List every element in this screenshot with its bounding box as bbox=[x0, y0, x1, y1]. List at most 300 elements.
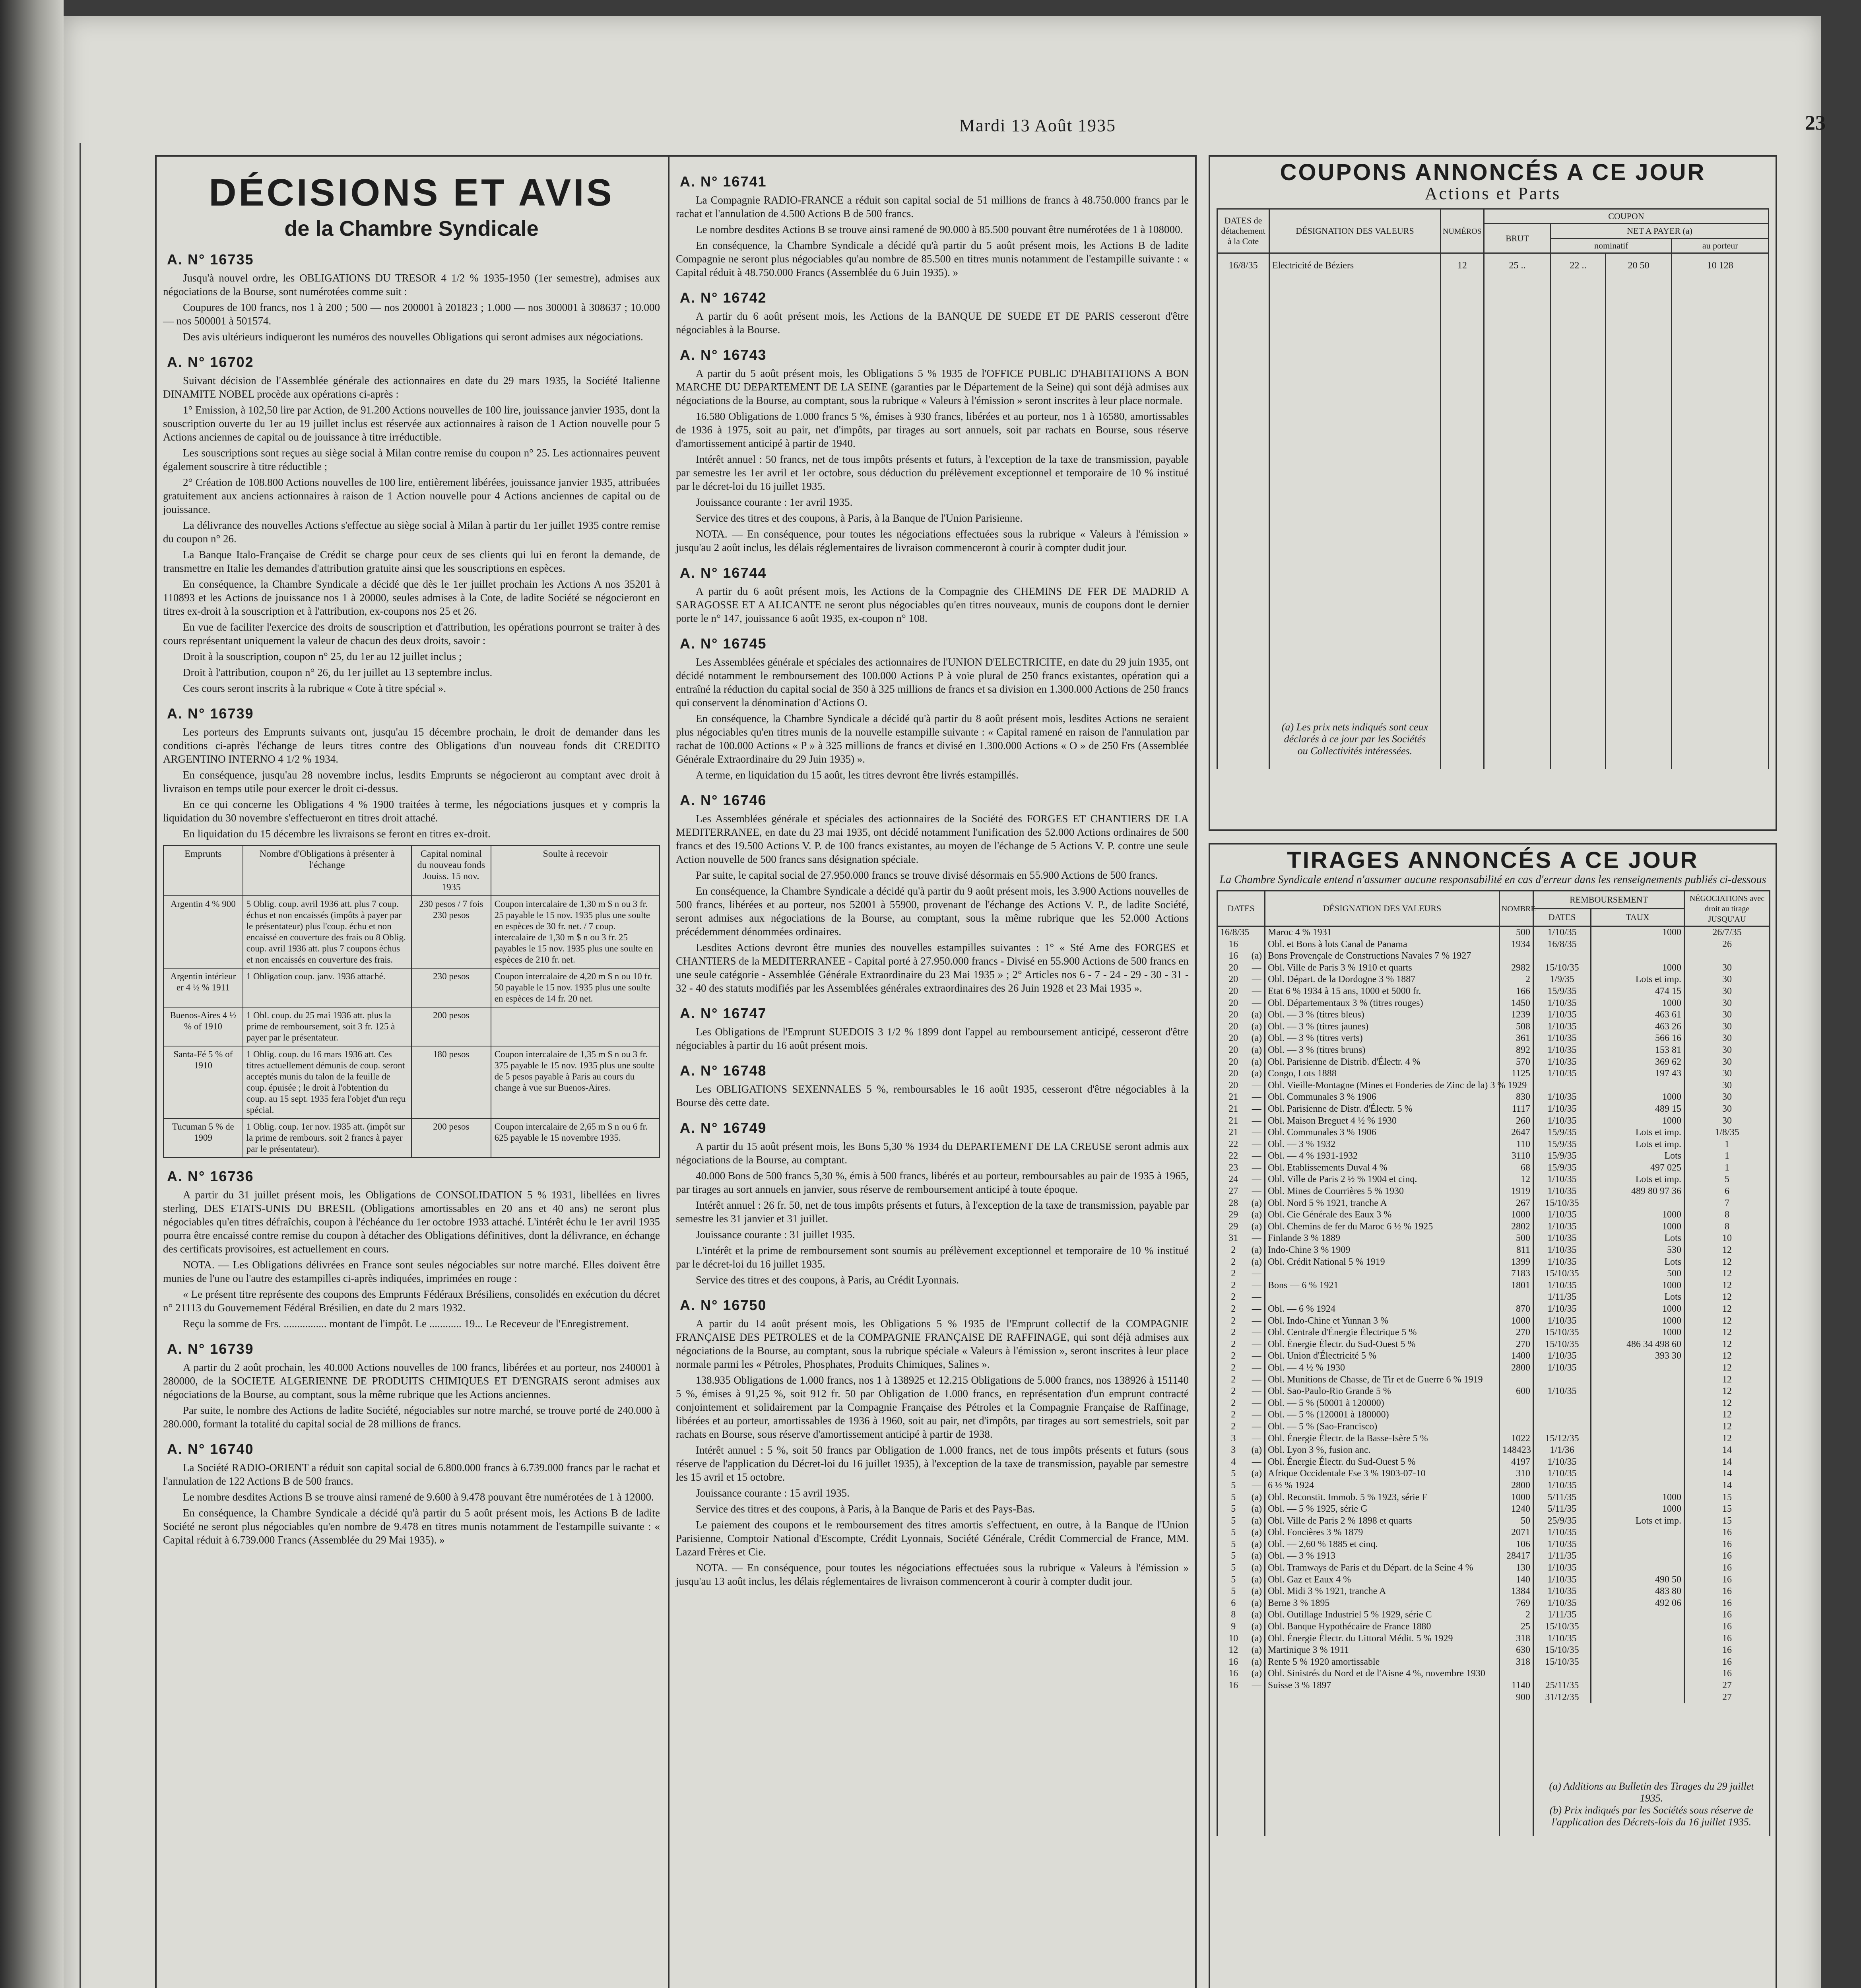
tirage-row bbox=[1217, 1527, 1770, 1539]
notice-paragraph: La Compagnie RADIO-FRANCE a réduit son capital social de 51 millions de francs à 48.750.000 francs par le rachat et l'annulation de 4.500 Actions B de 500 francs. bbox=[676, 194, 1189, 219]
tirage-cell: 8 bbox=[1684, 1221, 1770, 1233]
tirage-cell: 2 bbox=[1217, 1268, 1249, 1280]
tirage-cell: 6 ½ % 1924 bbox=[1265, 1480, 1500, 1492]
tirage-cell: 1000 bbox=[1591, 1303, 1684, 1315]
tirage-cell: 1/10/35 bbox=[1533, 1044, 1591, 1056]
notice-paragraph: Droit à la souscription, coupon n° 25, du 1er au 12 juillet inclus ; bbox=[183, 650, 462, 662]
tirage-cell: 5 bbox=[1217, 1480, 1249, 1492]
notice-paragraph: Reçu la somme de Frs. ................ montant de l'impôt. Le ............ 19... Le Receveur de l'Enregistrement. bbox=[183, 1318, 629, 1330]
tirages-table bbox=[1217, 890, 1770, 1836]
tirage-row bbox=[1217, 939, 1770, 951]
tirage-cell: 16 bbox=[1217, 1680, 1249, 1692]
tirage-cell: 30 bbox=[1684, 1009, 1770, 1021]
notice-paragraph: A partir du 6 août présent mois, les Actions de la Compagnie des CHEMINS DE FER DE MADRID A SARAGOSSE ET A ALICANTE ne seront plus négociables qu'en titres nouveaux, munis de coupons dont le dernier porte le n° 147, jouissance 6 août 1935, ex-coupon n° 108. bbox=[676, 585, 1189, 624]
tirage-cell: 15/9/35 bbox=[1533, 1139, 1591, 1151]
tirage-cell bbox=[1591, 1621, 1684, 1633]
tirage-cell: 1/10/35 bbox=[1533, 1362, 1591, 1374]
tirage-cell: 1/10/35 bbox=[1533, 1586, 1591, 1598]
tirage-cell: Obl. Départ. de la Dordogne 3 % 1887 bbox=[1265, 974, 1500, 986]
tirage-cell: — bbox=[1249, 1480, 1265, 1492]
notice-body bbox=[676, 193, 1189, 279]
tirage-cell: 20 bbox=[1217, 998, 1249, 1010]
coupon-cell-nominatif: 22 .. bbox=[1551, 253, 1606, 311]
tirage-cell: 2071 bbox=[1500, 1527, 1533, 1539]
tirage-cell: Obl. Union d'Électricité 5 % bbox=[1265, 1350, 1500, 1362]
notice-body bbox=[163, 1461, 660, 1547]
tirage-row bbox=[1217, 1633, 1770, 1645]
tirage-row bbox=[1217, 1080, 1770, 1092]
tirage-cell: 140 bbox=[1500, 1574, 1533, 1586]
tirage-cell: 1/10/35 bbox=[1533, 1256, 1591, 1268]
tirage-cell: 1/10/35 bbox=[1533, 1033, 1591, 1044]
tirage-cell: (a) bbox=[1249, 1056, 1265, 1068]
tirage-cell: 1000 bbox=[1591, 1315, 1684, 1327]
tirage-cell: 20 bbox=[1217, 962, 1249, 974]
tirage-cell: 16 bbox=[1217, 1668, 1249, 1680]
tirage-cell: 1000 bbox=[1591, 1209, 1684, 1221]
tirage-cell: (a) bbox=[1249, 1209, 1265, 1221]
middle-notices bbox=[672, 173, 1193, 1588]
tirage-cell: — bbox=[1249, 1374, 1265, 1386]
tirage-cell: 1/10/35 bbox=[1533, 1221, 1591, 1233]
tirage-cell: 900 bbox=[1500, 1692, 1533, 1704]
tirages-col-r-dates: DATES bbox=[1533, 909, 1591, 926]
tirage-row bbox=[1217, 1209, 1770, 1221]
exchange-cell: Argentin intérieur er 4 ½ % 1911 bbox=[163, 968, 243, 1007]
tirage-cell: 5/11/35 bbox=[1533, 1492, 1591, 1504]
notice-number: A. N° 16743 bbox=[680, 347, 767, 363]
notice-number: A. N° 16748 bbox=[680, 1062, 767, 1079]
tirage-cell: 148423 bbox=[1500, 1444, 1533, 1456]
tirage-cell: Obl. Etablissements Duval 4 % bbox=[1265, 1162, 1500, 1174]
tirage-cell: 1/10/35 bbox=[1533, 1009, 1591, 1021]
tirage-cell: 15/10/35 bbox=[1533, 1656, 1591, 1668]
tirage-cell: 21 bbox=[1217, 1115, 1249, 1127]
tirage-cell: 15/9/35 bbox=[1533, 1127, 1591, 1139]
tirage-cell: — bbox=[1249, 1103, 1265, 1115]
tirage-cell: 1 bbox=[1684, 1139, 1770, 1151]
tirage-cell: Obl. Midi 3 % 1921, tranche A bbox=[1265, 1586, 1500, 1598]
notice-number: A. N° 16744 bbox=[680, 565, 767, 581]
tirage-cell: — bbox=[1249, 1080, 1265, 1092]
tirage-row bbox=[1217, 1409, 1770, 1421]
tirage-cell bbox=[1265, 1692, 1500, 1704]
tirage-cell: 20 bbox=[1217, 1068, 1249, 1080]
tirage-cell: — bbox=[1249, 1327, 1265, 1339]
exchange-cell: Santa-Fé 5 % of 1910 bbox=[163, 1046, 243, 1118]
tirage-cell: 25/9/35 bbox=[1533, 1515, 1591, 1527]
tirage-row bbox=[1217, 1021, 1770, 1033]
tirage-cell: 1000 bbox=[1591, 1115, 1684, 1127]
tirage-cell: 14 bbox=[1684, 1444, 1770, 1456]
tirage-cell: 26/7/35 bbox=[1684, 926, 1770, 939]
notice-body bbox=[676, 655, 1189, 782]
notice-body bbox=[676, 812, 1189, 995]
tirage-row bbox=[1217, 1433, 1770, 1445]
tirage-cell: 5 bbox=[1217, 1562, 1249, 1574]
notice-paragraph: Les Obligations de l'Emprunt SUEDOIS 3 1/2 % 1899 dont l'appel au remboursement anticipé, cesseront d'être négociables à partir du 16 août présent mois. bbox=[676, 1026, 1189, 1051]
tirage-cell: 2802 bbox=[1500, 1221, 1533, 1233]
exchange-cell: 5 Oblig. coup. avril 1936 att. plus 7 coup. échus et non encaissés (impôts à payer par le présentateur) plus l'coup. échu et non encaissé en couverture des frais ou 8 Oblig. coup. avril 1936 att. plus 7 coupons échus et non encaissés en couverture des frais. bbox=[243, 896, 411, 968]
tirage-cell: 500 bbox=[1500, 1233, 1533, 1244]
tirage-cell: 2 bbox=[1217, 1409, 1249, 1421]
tirage-cell: Obl. — 5 % (Sao-Francisco) bbox=[1265, 1421, 1500, 1433]
tirage-cell bbox=[1500, 1409, 1533, 1421]
tirage-cell: 1125 bbox=[1500, 1068, 1533, 1080]
tirage-cell: (a) bbox=[1249, 1562, 1265, 1574]
tirage-cell: 1400 bbox=[1500, 1350, 1533, 1362]
notice-paragraph: « Le présent titre représente des coupons des Emprunts Fédéraux Brésiliens, consolidés en exécution du décret n° 21113 du Gouvernement Fédéral Brésilien, en date du 2 mars 1932. bbox=[163, 1288, 660, 1314]
tirage-cell: Obl. Parisienne de Distr. d'Électr. 5 % bbox=[1265, 1103, 1500, 1115]
tirage-cell: — bbox=[1249, 1150, 1265, 1162]
tirage-cell: 12 bbox=[1684, 1362, 1770, 1374]
tirage-cell: — bbox=[1249, 1421, 1265, 1433]
tirage-cell: — bbox=[1249, 1303, 1265, 1315]
tirage-cell: — bbox=[1249, 1291, 1265, 1303]
tirage-cell: Suisse 3 % 1897 bbox=[1265, 1680, 1500, 1692]
notice-paragraph: NOTA. — En conséquence, pour toutes les négociations effectuées sous la rubrique « Valeurs à l'émission » jusqu'au 2 août inclus, les délais réglementaires de livraison commenceront à courir à compter dudit jour. bbox=[676, 528, 1189, 553]
tirages-col-negociations: NÉGOCIATIONS avec droit au tirage JUSQU'AU bbox=[1684, 891, 1770, 926]
tirage-cell: 1/8/35 bbox=[1684, 1127, 1770, 1139]
tirage-cell: Obl. Crédit National 5 % 1919 bbox=[1265, 1256, 1500, 1268]
tirage-cell: 483 80 bbox=[1591, 1586, 1684, 1598]
tirage-cell: Obl. Nord 5 % 1921, tranche A bbox=[1265, 1198, 1500, 1209]
notice-paragraph: A partir du 31 juillet présent mois, les Obligations de CONSOLIDATION 5 % 1931, libellées en livres sterling, DES ETATS-UNIS DU BRESIL (Obligations amortissables en 20 ans et 40 ans) ne seront plus négociables qu'en titres défraîchis, coupon à l'échéance du 1er octobre 1933 attaché. L'intérêt échu le 1er avril 1935 pourra être encaissé contre remise du coupon à détacher des Obligations définitives, dont la délivrance, en échange des certificats provisoires, est actuellement en cours. bbox=[163, 1189, 660, 1255]
notice-body bbox=[163, 374, 660, 695]
tirage-cell: 489 15 bbox=[1591, 1103, 1684, 1115]
notice-paragraph: Par suite, le nombre des Actions de ladite Société, négociables sur notre marché, se trouve porté de 240.000 à 280.000, formant la totalité du capital social de 28 millions de francs. bbox=[163, 1404, 660, 1430]
tirage-cell: 830 bbox=[1500, 1091, 1533, 1103]
tirage-row bbox=[1217, 1327, 1770, 1339]
tirage-cell: — bbox=[1249, 1127, 1265, 1139]
tirage-row bbox=[1217, 998, 1770, 1010]
tirage-cell: 5/11/35 bbox=[1533, 1503, 1591, 1515]
tirage-cell: 5 bbox=[1217, 1503, 1249, 1515]
tirage-cell: 15/10/35 bbox=[1533, 962, 1591, 974]
tirage-cell: 22 bbox=[1217, 1150, 1249, 1162]
tirage-cell: 497 025 bbox=[1591, 1162, 1684, 1174]
tirage-cell bbox=[1591, 1668, 1684, 1680]
tirage-cell bbox=[1591, 1374, 1684, 1386]
tirage-cell: (a) bbox=[1249, 1656, 1265, 1668]
exchange-cell: 1 Oblig. coup. du 16 mars 1936 att. Ces titres actuellement démunis de coup. seront acceptés munis du talon de la feuille de coup. épuisée ; le droit à l'obtention du coup. au 15 sept. 1935 fera l'objet d'un reçu spécial. bbox=[243, 1046, 411, 1118]
tirages-subtitle: La Chambre Syndicale entend n'assumer aucune responsabilité en cas d'erreur dans les renseignements publiés ci-dessous bbox=[1219, 874, 1766, 886]
notice-paragraph: Jusqu'à nouvel ordre, les OBLIGATIONS DU TRESOR 4 1/2 % 1935-1950 (1er semestre), admises aux négociations de la Bourse, sont numérotées comme suit : bbox=[163, 272, 660, 297]
tirage-cell bbox=[1591, 1680, 1684, 1692]
tirage-cell: 30 bbox=[1684, 962, 1770, 974]
tirage-cell: Rente 5 % 1920 amortissable bbox=[1265, 1656, 1500, 1668]
left-notices bbox=[159, 251, 664, 841]
tirage-cell: 463 61 bbox=[1591, 1009, 1684, 1021]
tirage-cell: Obl. Énergie Électr. du Sud-Ouest 5 % bbox=[1265, 1339, 1500, 1351]
notice-paragraph: En conséquence, la Chambre Syndicale a décidé qu'à partir du 8 août présent mois, lesdites Actions ne seraient plus négociables qu'en titres munis de la nouvelle estampille suivante : « Capital ramené en raison de l'annulation par rachat de 100.000 Actions « P » à 325 millions de francs et divisé en 1.300.000 Actions « O » de 250 Frs (Assemblée Générale Extraordinaire du 29 Juin 1935) ». bbox=[676, 712, 1189, 765]
tirage-cell: — bbox=[1249, 1433, 1265, 1445]
tirage-cell: 4197 bbox=[1500, 1456, 1533, 1468]
tirage-cell: 110 bbox=[1500, 1139, 1533, 1151]
notice-paragraph: En conséquence, la Chambre Syndicale a décidé qu'à partir du 5 août présent mois, les Actions B de ladite Société ne seront plus négociables qu'en nombre de 9.478 en titres munis notamment de l'estampille suivante : « Capital réduit à 6.739.000 Francs (Assemblée du 29 Mai 1935). » bbox=[163, 1507, 660, 1546]
tirage-cell: (a) bbox=[1249, 950, 1265, 962]
tirage-cell: (a) bbox=[1249, 1503, 1265, 1515]
notice-number: A. N° 16702 bbox=[167, 354, 254, 370]
tirage-cell: 393 30 bbox=[1591, 1350, 1684, 1362]
tirage-cell: 16/8/35 bbox=[1217, 926, 1249, 939]
tirage-row bbox=[1217, 1150, 1770, 1162]
tirage-cell: 1 bbox=[1684, 1162, 1770, 1174]
notice-paragraph: Les Assemblées générale et spéciales des actionnaires de l'UNION D'ELECTRICITE, en date du 29 juin 1935, ont décidé notamment le remboursement des 100.000 Actions P à voie plural de 250 francs existantes, opération qui a entraîné la réduction du capital social de 350 à 325 millions de francs et sa division en 1.300.000 Actions de 250 francs qui conservent la dénomination d'Actions O. bbox=[676, 656, 1189, 709]
tirage-cell: (a) bbox=[1249, 1574, 1265, 1586]
tirage-cell: 16 bbox=[1684, 1586, 1770, 1598]
tirage-row bbox=[1217, 1421, 1770, 1433]
tirage-cell: Obl. — 5 % 1925, série G bbox=[1265, 1503, 1500, 1515]
tirage-cell: 1/10/35 bbox=[1533, 1574, 1591, 1586]
exchange-row bbox=[163, 1046, 660, 1118]
tirage-cell: 16 bbox=[1684, 1668, 1770, 1680]
tirage-cell: 1/10/35 bbox=[1533, 1280, 1591, 1292]
tirage-cell: — bbox=[1249, 1139, 1265, 1151]
tirage-cell: 490 50 bbox=[1591, 1574, 1684, 1586]
tirage-cell bbox=[1500, 950, 1533, 962]
tirage-cell: 50 bbox=[1500, 1515, 1533, 1527]
tirage-cell: 4 bbox=[1217, 1456, 1249, 1468]
tirage-cell: — bbox=[1249, 1398, 1265, 1409]
tirage-cell bbox=[1591, 1562, 1684, 1574]
tirage-cell bbox=[1591, 1633, 1684, 1645]
notice-number: A. N° 16739 bbox=[167, 705, 254, 722]
tirage-cell: 12 bbox=[1684, 1268, 1770, 1280]
notice-paragraph: Le nombre desdites Actions B se trouve ainsi ramené de 9.600 à 9.478 pouvant être numérotées de 1 à 12000. bbox=[183, 1491, 654, 1503]
notice-number: A. N° 16740 bbox=[167, 1441, 254, 1457]
tirage-cell: 1000 bbox=[1500, 1492, 1533, 1504]
coupons-col-nominatif: nominatif bbox=[1551, 239, 1672, 253]
tirage-cell: 9 bbox=[1217, 1621, 1249, 1633]
tirages-col-nombre: NOMBRE bbox=[1500, 891, 1533, 926]
tirage-cell: Obl. Vieille-Montagne (Mines et Fonderies de Zinc de la) 3 % 1929 bbox=[1265, 1080, 1500, 1092]
tirage-cell: 530 bbox=[1591, 1244, 1684, 1256]
tirage-cell: 1450 bbox=[1500, 998, 1533, 1010]
decisions-subtitle: de la Chambre Syndicale bbox=[284, 217, 539, 241]
tirage-cell: 2 bbox=[1217, 1362, 1249, 1374]
tirage-cell: Obl. — 6 % 1924 bbox=[1265, 1303, 1500, 1315]
tirages-note-a: (a) Additions au Bulletin des Tirages du 29 juillet 1935. bbox=[1549, 1780, 1754, 1804]
tirage-cell: Obl. Ville de Paris 2 ½ % 1904 et cinq. bbox=[1265, 1174, 1500, 1186]
tirage-cell bbox=[1500, 1398, 1533, 1409]
notice-body bbox=[676, 584, 1189, 625]
tirage-row bbox=[1217, 1539, 1770, 1551]
tirage-cell: 5 bbox=[1217, 1550, 1249, 1562]
exchange-cell: Argentin 4 % 900 bbox=[163, 896, 243, 968]
tirage-cell: 1239 bbox=[1500, 1009, 1533, 1021]
tirage-cell: (a) bbox=[1249, 1550, 1265, 1562]
tirage-cell: 1/10/35 bbox=[1533, 1315, 1591, 1327]
tirage-cell: 2800 bbox=[1500, 1362, 1533, 1374]
tirage-cell: 5 bbox=[1217, 1586, 1249, 1598]
tirage-cell bbox=[1591, 1421, 1684, 1433]
tirage-cell: 20 bbox=[1217, 1056, 1249, 1068]
exchange-row bbox=[163, 1007, 660, 1046]
tirage-cell: 106 bbox=[1500, 1539, 1533, 1551]
notice-paragraph: A partir du 15 août présent mois, les Bons 5,30 % 1934 du DEPARTEMENT DE LA CREUSE seront admis aux négociations de la Bourse, au comptant. bbox=[676, 1140, 1189, 1166]
tirage-cell: 14 bbox=[1684, 1480, 1770, 1492]
tirage-cell bbox=[1684, 950, 1770, 962]
notice-paragraph: L'intérêt et la prime de remboursement sont soumis au prélèvement exceptionnel et temporaire de 10 % institué par le décret-loi du 16 juillet 1935. bbox=[676, 1244, 1189, 1270]
tirage-cell: (a) bbox=[1249, 1468, 1265, 1480]
tirage-cell bbox=[1249, 926, 1265, 939]
notice-paragraph: Coupures de 100 francs, nos 1 à 200 ; 500 — nos 200001 à 201823 ; 1.000 — nos 300001 à 308637 ; 10.000 — nos 500001 à 501574. bbox=[163, 301, 660, 327]
notice-body bbox=[676, 367, 1189, 554]
notice-number: A. N° 16742 bbox=[680, 289, 767, 306]
tirage-cell: Obl. Cie Générale des Eaux 3 % bbox=[1265, 1209, 1500, 1221]
tirage-row bbox=[1217, 1444, 1770, 1456]
tirage-cell: — bbox=[1249, 1350, 1265, 1362]
tirage-cell: 1399 bbox=[1500, 1256, 1533, 1268]
coupons-section bbox=[1217, 159, 1769, 827]
tirage-cell: — bbox=[1249, 1680, 1265, 1692]
tirage-row bbox=[1217, 1515, 1770, 1527]
tirage-cell bbox=[1500, 1668, 1533, 1680]
tirage-cell: 12 bbox=[1684, 1339, 1770, 1351]
notice-number: A. N° 16741 bbox=[680, 173, 767, 190]
tirage-cell: 15/9/35 bbox=[1533, 986, 1591, 998]
tirage-cell: 3110 bbox=[1500, 1150, 1533, 1162]
tirage-cell: 361 bbox=[1500, 1033, 1533, 1044]
tirage-cell: 12 bbox=[1684, 1409, 1770, 1421]
tirage-cell bbox=[1217, 1692, 1249, 1704]
notice-number: A. N° 16749 bbox=[680, 1120, 767, 1136]
tirage-cell: 1/10/35 bbox=[1533, 1115, 1591, 1127]
tirage-cell bbox=[1591, 1644, 1684, 1656]
tirage-cell: 1/10/35 bbox=[1533, 1103, 1591, 1115]
tirage-cell: 20 bbox=[1217, 1009, 1249, 1021]
notice-paragraph: Droit à l'attribution, coupon n° 26, du 1er juillet au 13 septembre inclus. bbox=[183, 666, 493, 678]
notice-number: A. N° 16745 bbox=[680, 635, 767, 652]
exchange-header-cell: Soulte à recevoir bbox=[491, 846, 660, 896]
tirage-cell bbox=[1533, 1668, 1591, 1680]
tirage-cell: 369 62 bbox=[1591, 1056, 1684, 1068]
tirage-cell: 12 bbox=[1684, 1350, 1770, 1362]
tirage-cell: 1/10/35 bbox=[1533, 926, 1591, 939]
tirage-cell: Obl. Munitions de Chasse, de Tir et de Guerre 6 % 1919 bbox=[1265, 1374, 1500, 1386]
notice-number: A. N° 16736 bbox=[167, 1168, 254, 1184]
tirage-cell: 270 bbox=[1500, 1327, 1533, 1339]
tirage-row bbox=[1217, 1303, 1770, 1315]
tirage-row bbox=[1217, 1198, 1770, 1209]
notice-paragraph: Intérêt annuel : 50 francs, net de tous impôts présents et futurs, à l'exception de la taxe de transmission, payable par semestre les 1er avril et 1er octobre, sous déduction du prélèvement exceptionnel et temporaire de 10 % institué par le décret-loi du 16 juillet 1935. bbox=[676, 453, 1189, 492]
tirage-cell: Obl. Chemins de fer du Maroc 6 ½ % 1925 bbox=[1265, 1221, 1500, 1233]
tirage-cell: (a) bbox=[1249, 1539, 1265, 1551]
coupons-col-porteur: au porteur bbox=[1672, 239, 1769, 253]
notice-number: A. N° 16747 bbox=[680, 1005, 767, 1021]
notice-paragraph: Le paiement des coupons et le remboursement des titres amortis s'effectuent, en outre, à la Banque de l'Union Parisienne, Comptoir National d'Escompte, Crédit Lyonnais, Société Générale, Crédit Commercial de France, MM. Lazard Frères et Cie. bbox=[676, 1519, 1189, 1558]
notice-paragraph: En conséquence, la Chambre Syndicale a décidé que dès le 1er juillet prochain les Actions A nos 35201 à 110893 et les Actions de jouissance nos 1 à 20000, seules admises à la Cote, de ladite Société se négocieront en titres ex-droit à la souscription et à l'attribution, ex-coupons nos 25 et 26. bbox=[163, 578, 660, 617]
tirage-cell: 892 bbox=[1500, 1044, 1533, 1056]
tirage-cell: 1/11/35 bbox=[1533, 1609, 1591, 1621]
tirage-cell: 15/9/35 bbox=[1533, 1162, 1591, 1174]
tirage-cell: Obl. — 3 % (titres bruns) bbox=[1265, 1044, 1500, 1056]
tirage-cell: (a) bbox=[1249, 1633, 1265, 1645]
tirage-cell: 318 bbox=[1500, 1633, 1533, 1645]
tirage-cell: 570 bbox=[1500, 1056, 1533, 1068]
tirage-cell: 5 bbox=[1217, 1515, 1249, 1527]
tirages-col-remboursement: REMBOURSEMENT bbox=[1533, 891, 1684, 909]
tirage-cell: (a) bbox=[1249, 1221, 1265, 1233]
tirage-row bbox=[1217, 1456, 1770, 1468]
tirage-cell: 12 bbox=[1684, 1256, 1770, 1268]
tirage-cell: — bbox=[1249, 986, 1265, 998]
tirage-row bbox=[1217, 1339, 1770, 1351]
tirage-cell: 12 bbox=[1684, 1244, 1770, 1256]
tirage-cell: 25 bbox=[1500, 1621, 1533, 1633]
tirage-cell: 5 bbox=[1217, 1492, 1249, 1504]
tirage-row bbox=[1217, 1056, 1770, 1068]
exchange-header-cell: Capital nominal du nouveau fonds Jouiss. 15 nov. 1935 bbox=[411, 846, 491, 896]
tirage-cell: Obl. Indo-Chine et Yunnan 3 % bbox=[1265, 1315, 1500, 1327]
exchange-cell: Coupon intercalaire de 2,65 m $ n ou 6 fr. 625 payable le 15 novembre 1935. bbox=[491, 1118, 660, 1157]
tirage-cell bbox=[1591, 1456, 1684, 1468]
tirage-cell: 16 bbox=[1684, 1644, 1770, 1656]
tirages-note-b: (b) Prix indiqués par les Sociétés sous réserve de l'application des Décrets-lois du 16 juillet 1935. bbox=[1549, 1804, 1754, 1828]
notice-paragraph: Des avis ultérieurs indiqueront les numéros des nouvelles Obligations qui seront admises aux négociations. bbox=[183, 331, 643, 343]
tirage-row bbox=[1217, 1315, 1770, 1327]
tirage-cell: Obl. Communales 3 % 1906 bbox=[1265, 1091, 1500, 1103]
tirage-row bbox=[1217, 1291, 1770, 1303]
tirage-cell: — bbox=[1249, 1409, 1265, 1421]
tirage-row bbox=[1217, 1221, 1770, 1233]
notice-body bbox=[676, 309, 1189, 336]
tirage-cell: — bbox=[1249, 1315, 1265, 1327]
tirage-cell: 16 bbox=[1684, 1656, 1770, 1668]
tirage-cell: Bons Provençale de Constructions Navales 7 % 1927 bbox=[1265, 950, 1500, 962]
exchange-cell: 200 pesos bbox=[411, 1007, 491, 1046]
tirage-row bbox=[1217, 926, 1770, 939]
notice-paragraph: 16.580 Obligations de 1.000 francs 5 %, émises à 930 francs, libérées et au porteur, nos 1 à 16580, amortissables de 1936 à 1975, soit au pair, net d'impôts, par tirages au sort annuels, soit par rachats en Bourse, sous réserve d'amortissement anticipé à partir de 1940. bbox=[676, 410, 1189, 449]
tirage-cell: 2 bbox=[1500, 1609, 1533, 1621]
tirage-cell: 20 bbox=[1217, 974, 1249, 986]
notice-number: A. N° 16750 bbox=[680, 1297, 767, 1313]
tirage-cell: 1/10/35 bbox=[1533, 1633, 1591, 1645]
tirage-cell: Obl. — 5 % (120001 à 180000) bbox=[1265, 1409, 1500, 1421]
notice-paragraph: Suivant décision de l'Assemblée générale des actionnaires en date du 29 mars 1935, la Société Italienne DINAMITE NOBEL procède aux opérations ci-après : bbox=[163, 375, 660, 400]
tirage-cell: 1000 bbox=[1500, 1315, 1533, 1327]
tirage-cell: 29 bbox=[1217, 1209, 1249, 1221]
tirage-cell: 5 bbox=[1217, 1574, 1249, 1586]
tirage-cell: 20 bbox=[1217, 1033, 1249, 1044]
coupons-note: (a) Les prix nets indiqués sont ceux déclarés à ce jour par les Sociétés ou Collectivités intéressées. bbox=[1281, 721, 1428, 757]
tirage-cell: 20 bbox=[1217, 1080, 1249, 1092]
notice-body bbox=[676, 1082, 1189, 1109]
notice-paragraph: Le nombre desdites Actions B se trouve ainsi ramené de 90.000 à 85.500 pouvant être numérotées de 1 à 108000. bbox=[696, 223, 1183, 235]
tirage-cell bbox=[1591, 1527, 1684, 1539]
tirage-cell: 2 bbox=[1500, 974, 1533, 986]
tirage-cell bbox=[1591, 1433, 1684, 1445]
tirage-cell: 1/10/35 bbox=[1533, 1562, 1591, 1574]
tirage-cell: 16 bbox=[1684, 1562, 1770, 1574]
tirage-row bbox=[1217, 1174, 1770, 1186]
tirage-row bbox=[1217, 1692, 1770, 1704]
tirage-cell: Obl. — 5 % (50001 à 120000) bbox=[1265, 1398, 1500, 1409]
decisions-middle-column bbox=[672, 163, 1193, 1988]
notice-paragraph: A partir du 2 août prochain, les 40.000 Actions nouvelles de 100 francs, libérées et au porteur, nos 240001 à 280000, de la SOCIETE ALGERIENNE DE PRODUITS CHIMIQUES ET D'ENGRAIS seront admises aux négociations de la Bourse, au comptant, sous la même rubrique que les Actions anciennes. bbox=[163, 1361, 660, 1400]
tirage-cell: 12 bbox=[1684, 1280, 1770, 1292]
tirage-cell: — bbox=[1249, 1186, 1265, 1198]
exchange-cell: 230 pesos bbox=[411, 968, 491, 1007]
tirage-cell: (a) bbox=[1249, 1009, 1265, 1021]
tirages-section bbox=[1217, 847, 1769, 1988]
tirage-cell: 1/10/35 bbox=[1533, 1468, 1591, 1480]
tirage-cell: 1/10/35 bbox=[1533, 1056, 1591, 1068]
tirage-row bbox=[1217, 1350, 1770, 1362]
tirage-cell: 1/10/35 bbox=[1533, 1527, 1591, 1539]
tirage-cell: 30 bbox=[1684, 986, 1770, 998]
